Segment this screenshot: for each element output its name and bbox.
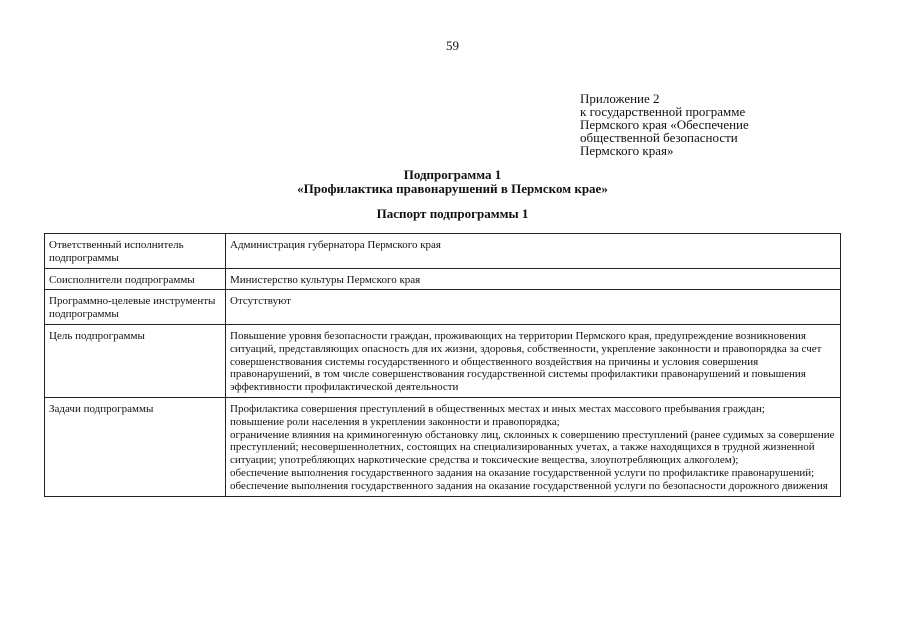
page-number: 59 bbox=[446, 38, 459, 53]
row-label: Программно-целевые инструменты подпрограммы bbox=[45, 290, 226, 325]
appendix-line: к государственной программе bbox=[580, 104, 746, 119]
task-item: обеспечение выполнения государственного задания на оказание государственной услуги по безопасности дорожного движения bbox=[230, 479, 828, 492]
row-value bbox=[226, 397, 841, 496]
passport-table bbox=[44, 233, 841, 497]
task-item: Профилактика совершения преступлений в общественных местах и иных местах массового пребывания граждан; bbox=[230, 402, 765, 415]
appendix-line: Пермского края «Обеспечение bbox=[580, 117, 749, 132]
task-item: ограничение влияния на криминогенную обстановку лиц, склонных к совершению преступлений (ранее судимых за совершение преступлений; несовершеннолетних, состоящих на специализированных учетах, а также находящихся в трудной жизненной ситуации; употребляющих наркотические средства и токсические вещества, злоупотребляющих алкоголем); bbox=[230, 428, 835, 467]
appendix-line: Пермского края» bbox=[580, 143, 674, 158]
row-label: Соисполнители подпрограммы bbox=[45, 268, 226, 290]
table-row bbox=[45, 234, 841, 269]
row-label: Задачи подпрограммы bbox=[45, 397, 226, 496]
table-row bbox=[45, 268, 841, 290]
row-value: Отсутствуют bbox=[226, 290, 841, 325]
task-item: обеспечение выполнения государственного задания на оказание государственной услуги по профилактике правонарушений; bbox=[230, 466, 815, 479]
subprogram-heading bbox=[0, 168, 905, 196]
appendix-line: общественной безопасности bbox=[580, 130, 738, 145]
appendix-line: Приложение 2 bbox=[580, 91, 660, 106]
table-row bbox=[45, 290, 841, 325]
row-value: Повышение уровня безопасности граждан, проживающих на территории Пермского края, предупреждение возникновения ситуаций, представляющих опасность для их жизни, здоровья, собственности, укрепление законности и правопорядка за счет совершенствования системы государственного и общественного воздействия на причины и условия совершения правонарушений, в том числе совершенствования государственной системы профилактики правонарушений и повышения эффективности профилактической деятельности bbox=[226, 324, 841, 397]
passport-title: Паспорт подпрограммы 1 bbox=[376, 206, 529, 221]
row-label: Ответственный исполнитель подпрограммы bbox=[45, 234, 226, 269]
table-row bbox=[45, 324, 841, 397]
table-row bbox=[45, 397, 841, 496]
subprogram-title: Подпрограмма 1 bbox=[403, 167, 502, 182]
row-value: Министерство культуры Пермского края bbox=[226, 268, 841, 290]
subprogram-name: «Профилактика правонарушений в Пермском крае» bbox=[297, 181, 608, 196]
task-item: повышение роли населения в укреплении законности и правопорядка; bbox=[230, 415, 560, 428]
row-value: Администрация губернатора Пермского края bbox=[226, 234, 841, 269]
row-label: Цель подпрограммы bbox=[45, 324, 226, 397]
appendix-note bbox=[580, 92, 860, 157]
